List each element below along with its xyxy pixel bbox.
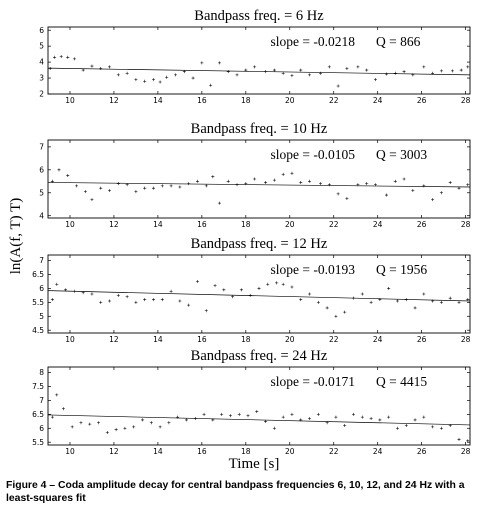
data-point <box>352 297 355 300</box>
data-point <box>308 293 311 296</box>
x-tick-label: 26 <box>416 335 427 344</box>
x-tick-label: 12 <box>109 335 119 344</box>
y-tick-label: 5.5 <box>32 437 44 447</box>
data-point <box>165 76 168 79</box>
x-tick-label: 16 <box>197 96 207 105</box>
data-point <box>178 299 181 302</box>
data-point <box>466 183 469 186</box>
data-point <box>308 73 311 76</box>
data-point <box>99 301 102 304</box>
y-tick-label: 6 <box>39 165 44 175</box>
data-point <box>108 65 111 68</box>
data-point <box>174 73 177 76</box>
x-tick-label: 20 <box>284 96 295 105</box>
x-tick-label: 12 <box>109 447 119 456</box>
data-point <box>231 295 234 298</box>
data-point <box>414 418 417 421</box>
data-point <box>343 311 346 314</box>
data-point <box>97 421 100 424</box>
data-point <box>343 424 346 427</box>
data-point <box>117 294 120 297</box>
data-point <box>152 78 155 81</box>
fit-line <box>48 182 470 187</box>
data-point <box>152 298 155 301</box>
data-point <box>405 424 408 427</box>
x-tick-label: 10 <box>65 96 75 105</box>
data-point <box>227 180 230 183</box>
y-tick-label: 7 <box>39 396 44 406</box>
q-label: Q = 866 <box>376 34 421 49</box>
data-point <box>196 280 199 283</box>
x-tick-label: 20 <box>284 220 295 229</box>
y-tick-label: 5 <box>39 41 44 51</box>
data-point <box>49 67 52 70</box>
data-point <box>108 189 111 192</box>
data-point <box>99 67 102 70</box>
data-point <box>414 306 417 309</box>
data-point <box>170 290 173 293</box>
data-point <box>440 427 443 430</box>
data-point <box>170 184 173 187</box>
data-point <box>108 299 111 302</box>
data-point <box>411 189 414 192</box>
data-point <box>326 306 329 309</box>
data-point <box>319 182 322 185</box>
data-point <box>282 173 285 176</box>
data-point <box>99 187 102 190</box>
data-point <box>90 198 93 201</box>
data-point <box>240 288 243 291</box>
y-tick-label: 6 <box>39 284 44 294</box>
data-point <box>275 281 278 284</box>
data-point <box>458 301 461 304</box>
y-tick-label: 7 <box>39 256 44 266</box>
x-axis-title: Time [s] <box>228 456 280 472</box>
x-tick-label: 10 <box>65 447 75 456</box>
data-point <box>211 175 214 178</box>
data-point <box>273 179 276 182</box>
data-point <box>403 70 406 73</box>
data-point <box>422 416 425 419</box>
slope-label: slope = -0.0105 <box>270 147 355 162</box>
y-tick-label: 4 <box>39 211 44 221</box>
y-tick-label: 6 <box>39 25 44 35</box>
x-tick-label: 22 <box>328 335 339 344</box>
data-point <box>440 301 443 304</box>
data-point <box>290 172 293 175</box>
data-point <box>405 298 408 301</box>
data-point <box>273 427 276 430</box>
data-point <box>220 413 223 416</box>
data-point <box>440 69 443 72</box>
data-point <box>134 78 137 81</box>
panel-title: Bandpass freq. = 10 Hz <box>190 121 328 137</box>
data-point <box>334 416 337 419</box>
data-point <box>187 182 190 185</box>
data-point <box>115 428 118 431</box>
data-point <box>431 425 434 428</box>
data-point <box>249 294 252 297</box>
data-point <box>159 81 162 84</box>
data-point <box>431 198 434 201</box>
data-point <box>451 69 454 72</box>
x-tick-label: 24 <box>372 96 383 105</box>
y-tick-label: 3 <box>39 73 44 83</box>
data-point <box>194 417 197 420</box>
data-point <box>236 183 239 186</box>
data-point <box>143 298 146 301</box>
data-point <box>117 73 120 76</box>
slope-label: slope = -0.0193 <box>270 262 355 277</box>
data-point <box>73 290 76 293</box>
y-tick-label: 5 <box>39 188 44 198</box>
x-tick-label: 18 <box>241 96 251 105</box>
data-point <box>370 301 373 304</box>
data-point <box>141 418 144 421</box>
data-point <box>238 413 241 416</box>
data-point <box>356 65 359 68</box>
data-point <box>205 184 208 187</box>
data-point <box>337 85 340 88</box>
data-point <box>192 77 195 80</box>
x-tick-label: 26 <box>416 96 427 105</box>
data-point <box>88 423 91 426</box>
data-point <box>222 288 225 291</box>
data-point <box>178 186 181 189</box>
x-tick-label: 18 <box>241 335 251 344</box>
data-point <box>264 181 267 184</box>
x-tick-label: 26 <box>416 447 427 456</box>
x-tick-label: 24 <box>372 447 383 456</box>
slope-label: slope = -0.0171 <box>270 374 355 389</box>
data-point <box>308 417 311 420</box>
data-point <box>361 293 364 296</box>
data-point <box>247 414 250 417</box>
data-point <box>185 418 188 421</box>
data-point <box>352 413 355 416</box>
data-point <box>79 421 82 424</box>
data-point <box>218 202 221 205</box>
data-point <box>255 410 258 413</box>
x-tick-label: 22 <box>328 96 339 105</box>
x-tick-label: 28 <box>460 335 471 344</box>
x-tick-label: 16 <box>197 220 207 229</box>
panel-title: Bandpass freq. = 6 Hz <box>194 8 324 24</box>
data-point <box>396 299 399 302</box>
q-label: Q = 1956 <box>376 262 428 277</box>
y-tick-label: 4 <box>39 57 44 67</box>
data-point <box>422 293 425 296</box>
data-point <box>387 287 390 290</box>
x-tick-label: 28 <box>460 96 471 105</box>
y-tick-label: 6.5 <box>32 409 44 419</box>
data-point <box>71 425 74 428</box>
q-label: Q = 4415 <box>376 374 428 389</box>
panel-1 <box>39 8 470 105</box>
data-point <box>440 191 443 194</box>
data-point <box>218 61 221 64</box>
data-point <box>143 187 146 190</box>
data-point <box>449 297 452 300</box>
data-point <box>167 421 170 424</box>
y-tick-label: 5.5 <box>32 297 44 307</box>
data-point <box>161 298 164 301</box>
y-tick-label: 2 <box>39 89 44 99</box>
data-point <box>374 78 377 81</box>
data-point <box>229 414 232 417</box>
data-point <box>66 56 69 59</box>
x-tick-label: 22 <box>328 220 339 229</box>
y-axis-title: ln(A(f, T) T) <box>8 197 24 275</box>
x-tick-label: 22 <box>328 447 339 456</box>
data-point <box>449 181 452 184</box>
data-point <box>299 69 302 72</box>
data-point <box>90 65 93 68</box>
y-tick-label: 5 <box>39 311 44 321</box>
data-point <box>361 416 364 419</box>
data-point <box>134 301 137 304</box>
x-tick-label: 10 <box>65 220 75 229</box>
data-point <box>159 425 162 428</box>
data-point <box>387 416 390 419</box>
x-tick-label: 16 <box>197 447 207 456</box>
data-point <box>126 295 129 298</box>
y-tick-label: 4.5 <box>32 325 44 335</box>
data-point <box>385 194 388 197</box>
x-tick-label: 16 <box>197 335 207 344</box>
data-point <box>422 184 425 187</box>
data-point <box>203 413 206 416</box>
fit-line <box>48 415 470 425</box>
x-tick-label: 28 <box>460 220 471 229</box>
panel-3 <box>32 236 471 344</box>
data-point <box>290 286 293 289</box>
data-point <box>460 69 463 72</box>
data-point <box>458 438 461 441</box>
data-point <box>227 70 230 73</box>
y-tick-label: 8 <box>39 368 44 378</box>
data-point <box>394 180 397 183</box>
data-point <box>253 65 256 68</box>
data-point <box>466 65 469 68</box>
data-point <box>152 187 155 190</box>
data-point <box>53 56 56 59</box>
data-point <box>62 407 65 410</box>
data-point <box>258 287 261 290</box>
data-point <box>150 421 153 424</box>
data-point <box>187 304 190 307</box>
data-point <box>106 431 109 434</box>
q-label: Q = 3003 <box>376 147 428 162</box>
data-point <box>403 178 406 181</box>
y-tick-label: 7.5 <box>32 382 44 392</box>
data-point <box>264 70 267 73</box>
x-tick-label: 20 <box>284 447 295 456</box>
data-point <box>161 184 164 187</box>
data-point <box>385 73 388 76</box>
panel-title: Bandpass freq. = 12 Hz <box>190 236 328 252</box>
data-point <box>365 182 368 185</box>
data-point <box>317 413 320 416</box>
x-tick-label: 24 <box>372 335 383 344</box>
x-tick-label: 24 <box>372 220 383 229</box>
data-point <box>57 168 60 171</box>
data-point <box>134 190 137 193</box>
data-point <box>337 192 340 195</box>
data-point <box>345 67 348 70</box>
data-point <box>55 393 58 396</box>
data-point <box>209 84 212 87</box>
data-point <box>205 309 208 312</box>
data-point <box>345 197 348 200</box>
data-point <box>51 298 54 301</box>
data-point <box>126 72 129 75</box>
data-point <box>143 80 146 83</box>
data-point <box>282 416 285 419</box>
y-tick-label: 6.5 <box>32 270 44 280</box>
figure-caption: Figure 4 – Coda amplitude decay for central bandpass frequencies 6, 10, 12, and 24 Hz with a least-squares fit <box>6 480 465 505</box>
data-point <box>290 413 293 416</box>
data-point <box>290 74 293 77</box>
data-point <box>422 65 425 68</box>
x-tick-label: 12 <box>109 96 119 105</box>
data-point <box>73 57 76 60</box>
data-point <box>55 283 58 286</box>
x-tick-label: 28 <box>460 447 471 456</box>
data-point <box>266 283 269 286</box>
data-point <box>90 293 93 296</box>
data-point <box>282 283 285 286</box>
data-point <box>378 418 381 421</box>
data-point <box>370 417 373 420</box>
x-tick-label: 18 <box>241 447 251 456</box>
slope-label: slope = -0.0218 <box>270 34 355 49</box>
data-point <box>253 178 256 181</box>
x-tick-label: 14 <box>153 447 163 456</box>
data-point <box>75 184 78 187</box>
data-point <box>236 73 239 76</box>
data-point <box>308 180 311 183</box>
data-point <box>196 180 199 183</box>
data-point <box>84 190 87 193</box>
y-tick-label: 7 <box>39 142 44 152</box>
x-tick-label: 14 <box>153 335 163 344</box>
data-point <box>60 55 63 58</box>
y-tick-label: 6 <box>39 423 44 433</box>
data-point <box>299 181 302 184</box>
data-point <box>117 182 120 185</box>
data-point <box>299 298 302 301</box>
data-point <box>273 69 276 72</box>
data-point <box>394 72 397 75</box>
x-tick-label: 14 <box>153 220 163 229</box>
x-tick-label: 26 <box>416 220 427 229</box>
data-point <box>66 174 69 177</box>
x-tick-label: 10 <box>65 335 75 344</box>
x-tick-label: 12 <box>109 220 119 229</box>
data-point <box>365 69 368 72</box>
data-point <box>334 315 337 318</box>
data-point <box>200 61 203 64</box>
x-tick-label: 14 <box>153 96 163 105</box>
panel-4 <box>32 348 471 456</box>
data-point <box>126 183 129 186</box>
panel-title: Bandpass freq. = 24 Hz <box>190 348 328 364</box>
data-point <box>51 416 54 419</box>
data-point <box>328 65 331 68</box>
fit-line <box>48 68 470 75</box>
data-point <box>123 427 126 430</box>
x-tick-label: 18 <box>241 220 251 229</box>
data-point <box>214 284 217 287</box>
data-point <box>396 427 399 430</box>
data-point <box>132 425 135 428</box>
data-point <box>317 301 320 304</box>
panel-2 <box>39 121 470 229</box>
x-tick-label: 20 <box>284 335 295 344</box>
